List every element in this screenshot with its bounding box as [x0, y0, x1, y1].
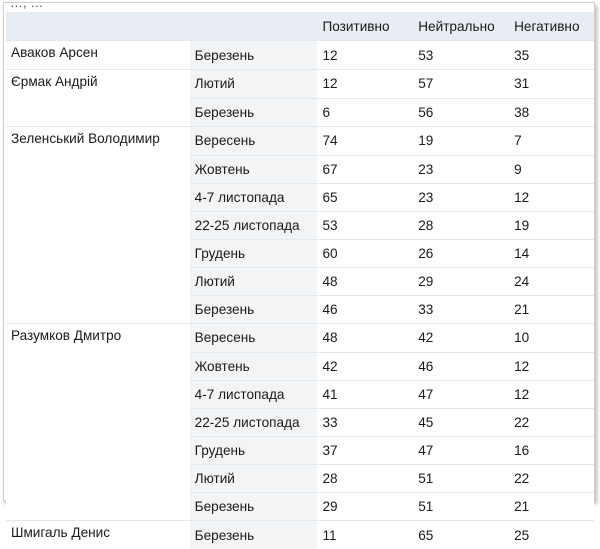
- period-cell: Березень: [190, 492, 318, 521]
- positive-cell: 6: [317, 98, 413, 127]
- neutral-cell: 23: [413, 183, 509, 211]
- person-name-cell: [6, 267, 190, 295]
- positive-cell: 65: [317, 183, 413, 211]
- negative-cell: 12: [509, 380, 594, 408]
- person-name-cell: [6, 183, 190, 211]
- person-name-cell: Шмигаль Денис: [6, 521, 190, 549]
- table-row: [6, 521, 594, 549]
- negative-cell: 24: [509, 267, 594, 295]
- period-cell: Лютий: [190, 267, 318, 295]
- period-cell: Березень: [190, 41, 318, 70]
- header-negative: Негативно: [509, 12, 594, 41]
- table-row: [6, 492, 594, 521]
- header-blank-period: [190, 12, 318, 41]
- caption-fragment: …, …: [10, 0, 43, 10]
- table-row: [6, 127, 594, 156]
- period-cell: Лютий: [190, 464, 318, 492]
- table-row: [6, 70, 594, 99]
- header-neutral: Нейтрально: [413, 12, 509, 41]
- ratings-table: [6, 12, 594, 549]
- table-row: [6, 408, 594, 436]
- negative-cell: 22: [509, 408, 594, 436]
- table-row: [6, 295, 594, 324]
- neutral-cell: 56: [413, 98, 509, 127]
- negative-cell: 12: [509, 183, 594, 211]
- table-row: [6, 211, 594, 239]
- neutral-cell: 51: [413, 464, 509, 492]
- person-name-cell: [6, 380, 190, 408]
- positive-cell: 12: [317, 70, 413, 99]
- table-row: [6, 324, 594, 353]
- negative-cell: 31: [509, 70, 594, 99]
- positive-cell: 41: [317, 380, 413, 408]
- period-cell: Вересень: [190, 324, 318, 353]
- negative-cell: 9: [509, 155, 594, 183]
- period-cell: 4-7 листопада: [190, 380, 318, 408]
- header-positive: Позитивно: [317, 12, 413, 41]
- neutral-cell: 51: [413, 492, 509, 521]
- positive-cell: 67: [317, 155, 413, 183]
- period-cell: Лютий: [190, 70, 318, 99]
- positive-cell: 46: [317, 295, 413, 324]
- positive-cell: 48: [317, 267, 413, 295]
- neutral-cell: 23: [413, 155, 509, 183]
- person-name-cell: [6, 352, 190, 380]
- table-row: [6, 41, 594, 70]
- period-cell: 22-25 листопада: [190, 408, 318, 436]
- header-row: [6, 12, 594, 41]
- table-row: [6, 436, 594, 464]
- negative-cell: 21: [509, 492, 594, 521]
- negative-cell: 38: [509, 98, 594, 127]
- person-name-cell: [6, 436, 190, 464]
- positive-cell: 53: [317, 211, 413, 239]
- table-row: [6, 464, 594, 492]
- positive-cell: 74: [317, 127, 413, 156]
- positive-cell: 48: [317, 324, 413, 353]
- negative-cell: 7: [509, 127, 594, 156]
- neutral-cell: 29: [413, 267, 509, 295]
- caption-strip: [4, 3, 594, 11]
- neutral-cell: 47: [413, 436, 509, 464]
- neutral-cell: 45: [413, 408, 509, 436]
- period-cell: Грудень: [190, 436, 318, 464]
- positive-cell: 42: [317, 352, 413, 380]
- positive-cell: 12: [317, 41, 413, 70]
- person-name-cell: [6, 211, 190, 239]
- table-row: [6, 352, 594, 380]
- person-name-cell: Єрмак Андрій: [6, 70, 190, 99]
- person-name-cell: [6, 155, 190, 183]
- positive-cell: 33: [317, 408, 413, 436]
- negative-cell: 10: [509, 324, 594, 353]
- table-row: [6, 267, 594, 295]
- negative-cell: 35: [509, 41, 594, 70]
- person-name-cell: [6, 239, 190, 267]
- positive-cell: 28: [317, 464, 413, 492]
- neutral-cell: 28: [413, 211, 509, 239]
- table-row: [6, 98, 594, 127]
- person-name-cell: [6, 295, 190, 324]
- neutral-cell: 19: [413, 127, 509, 156]
- neutral-cell: 46: [413, 352, 509, 380]
- neutral-cell: 26: [413, 239, 509, 267]
- person-name-cell: [6, 408, 190, 436]
- period-cell: Березень: [190, 98, 318, 127]
- table-frame: [3, 2, 595, 501]
- person-name-cell: [6, 98, 190, 127]
- person-name-cell: [6, 464, 190, 492]
- negative-cell: 12: [509, 352, 594, 380]
- period-cell: Березень: [190, 521, 318, 549]
- period-cell: Березень: [190, 295, 318, 324]
- period-cell: 4-7 листопада: [190, 183, 318, 211]
- period-cell: Вересень: [190, 127, 318, 156]
- table-body: [6, 41, 594, 549]
- positive-cell: 11: [317, 521, 413, 549]
- neutral-cell: 57: [413, 70, 509, 99]
- table-row: [6, 380, 594, 408]
- neutral-cell: 47: [413, 380, 509, 408]
- neutral-cell: 33: [413, 295, 509, 324]
- neutral-cell: 42: [413, 324, 509, 353]
- header-blank-name: [6, 12, 190, 41]
- neutral-cell: 53: [413, 41, 509, 70]
- period-cell: Грудень: [190, 239, 318, 267]
- period-cell: Жовтень: [190, 155, 318, 183]
- table-row: [6, 239, 594, 267]
- negative-cell: 16: [509, 436, 594, 464]
- person-name-cell: Аваков Арсен: [6, 41, 190, 70]
- person-name-cell: Зеленський Володимир: [6, 127, 190, 156]
- person-name-cell: [6, 492, 190, 521]
- positive-cell: 60: [317, 239, 413, 267]
- negative-cell: 25: [509, 521, 594, 549]
- period-cell: Жовтень: [190, 352, 318, 380]
- positive-cell: 29: [317, 492, 413, 521]
- negative-cell: 22: [509, 464, 594, 492]
- negative-cell: 21: [509, 295, 594, 324]
- neutral-cell: 65: [413, 521, 509, 549]
- period-cell: 22-25 листопада: [190, 211, 318, 239]
- table-row: [6, 155, 594, 183]
- table-row: [6, 183, 594, 211]
- negative-cell: 14: [509, 239, 594, 267]
- negative-cell: 19: [509, 211, 594, 239]
- positive-cell: 37: [317, 436, 413, 464]
- person-name-cell: Разумков Дмитро: [6, 324, 190, 353]
